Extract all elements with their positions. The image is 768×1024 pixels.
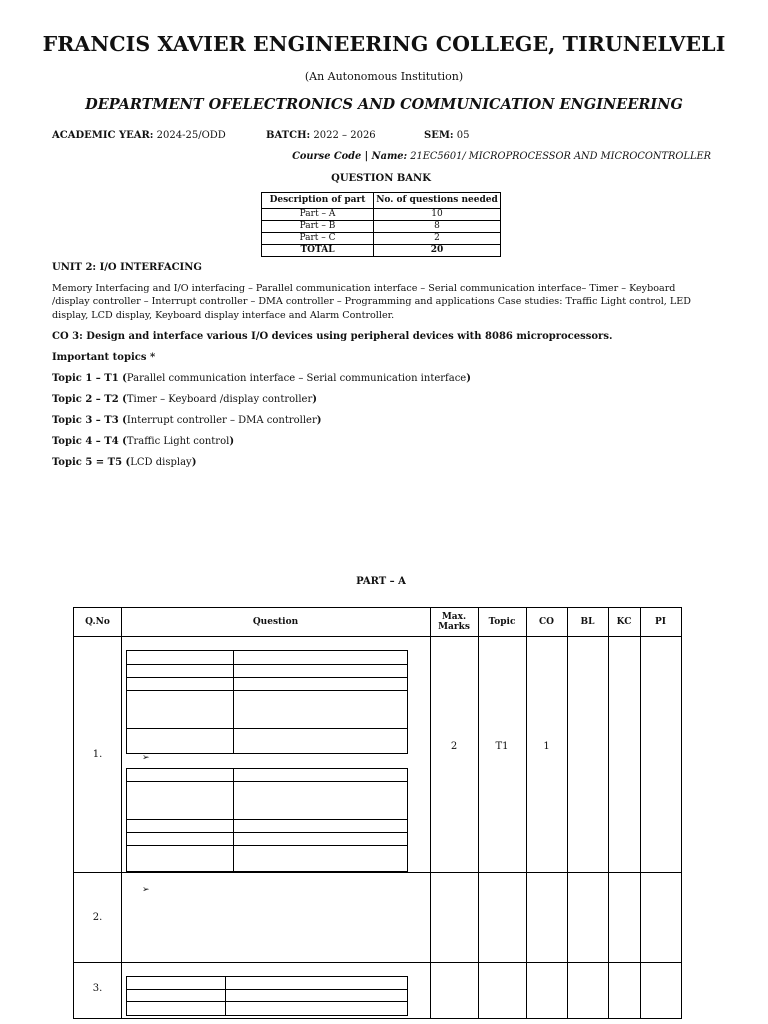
question-number: 1. (92, 748, 103, 760)
sem-label: SEM: (424, 130, 454, 141)
column-header-pi: PI (655, 617, 666, 627)
parts-summary-table (261, 192, 501, 257)
table-row (262, 221, 501, 233)
college-title: FRANCIS XAVIER ENGINEERING COLLEGE, TIRUNELVELI (42, 32, 726, 56)
important-topics-heading: Important topics * (52, 352, 156, 363)
total-label: TOTAL (262, 245, 374, 257)
column-header-marks: Max. Marks (438, 612, 470, 632)
column-header-question: Question (252, 617, 299, 627)
topic-code: T1 (495, 740, 509, 752)
column-header-bl: BL (580, 617, 595, 627)
total-count: 20 (374, 245, 501, 257)
department-title: DEPARTMENT OFELECTRONICS AND COMMUNICATION ENGINEERING (85, 96, 683, 113)
academic-year (52, 130, 226, 141)
academic-year-value: 2024-25/ODD (156, 130, 226, 141)
part-name: Part – B (262, 221, 374, 233)
parts-header-description: Description of part (262, 193, 374, 209)
table-row (262, 209, 501, 221)
academic-year-label: ACADEMIC YEAR: (52, 130, 154, 141)
batch-label: BATCH: (266, 130, 311, 141)
question-bank-title: QUESTION BANK (331, 173, 431, 184)
column-header-topic: Topic (488, 617, 516, 627)
part-name: Part – C (262, 233, 374, 245)
course-value: 21EC5601/ MICROPROCESSOR AND MICROCONTROLLER (410, 151, 711, 162)
sem-value: 05 (456, 130, 470, 141)
part-name: Part – A (262, 209, 374, 221)
topic-item: Topic 5 = T5 (LCD display) (52, 457, 197, 468)
co-value: 1 (543, 740, 550, 752)
topic-item: Topic 4 – T4 (Traffic Light control) (52, 436, 235, 447)
question-table (73, 607, 682, 1019)
topic-item: Topic 1 – T1 (Parallel communication interface – Serial communication interface) (52, 373, 471, 384)
topic-item: Topic 2 – T2 (Timer – Keyboard /display controller) (52, 394, 317, 405)
nested-table (126, 768, 408, 872)
bullet-arrow-icon: ➢ (142, 885, 150, 895)
column-header-kc: KC (616, 617, 632, 627)
column-header-qno: Q.No (85, 617, 110, 627)
semester (424, 130, 470, 141)
nested-table (126, 976, 408, 1016)
nested-table (126, 650, 408, 754)
part-a-title: PART – A (356, 576, 406, 587)
question-number: 2. (92, 911, 103, 923)
batch-value: 2022 – 2026 (313, 130, 376, 141)
batch (266, 130, 376, 141)
max-marks: 2 (450, 740, 458, 752)
parts-header-row (262, 193, 501, 209)
total-row (262, 245, 501, 257)
topic-item: Topic 3 – T3 (Interrupt controller – DMA controller) (52, 415, 322, 426)
question-number: 3. (92, 982, 103, 994)
part-count: 8 (374, 221, 501, 233)
part-count: 10 (374, 209, 501, 221)
unit-description: Memory Interfacing and I/O interfacing – Parallel communication interface – Serial communication interface– Timer – Keyboard /display controller – Interrupt controller – DMA controller – Programming and applications Case studies: Traffic Light control, LED display, LCD display, Keyboard display interface and Alarm Controller. (52, 283, 691, 321)
course-outcome: CO 3: Design and interface various I/O devices using peripheral devices with 8086 microprocessors. (52, 331, 613, 342)
bullet-arrow-icon: ➢ (142, 753, 150, 763)
parts-header-count: No. of questions needed (374, 193, 501, 209)
institution-subtitle: (An Autonomous Institution) (304, 70, 464, 83)
unit-title: UNIT 2: I/O INTERFACING (52, 262, 202, 273)
column-header-co: CO (538, 617, 554, 627)
course-code (292, 151, 711, 162)
table-row (262, 233, 501, 245)
part-count: 2 (374, 233, 501, 245)
course-label: Course Code | Name: (292, 151, 408, 162)
